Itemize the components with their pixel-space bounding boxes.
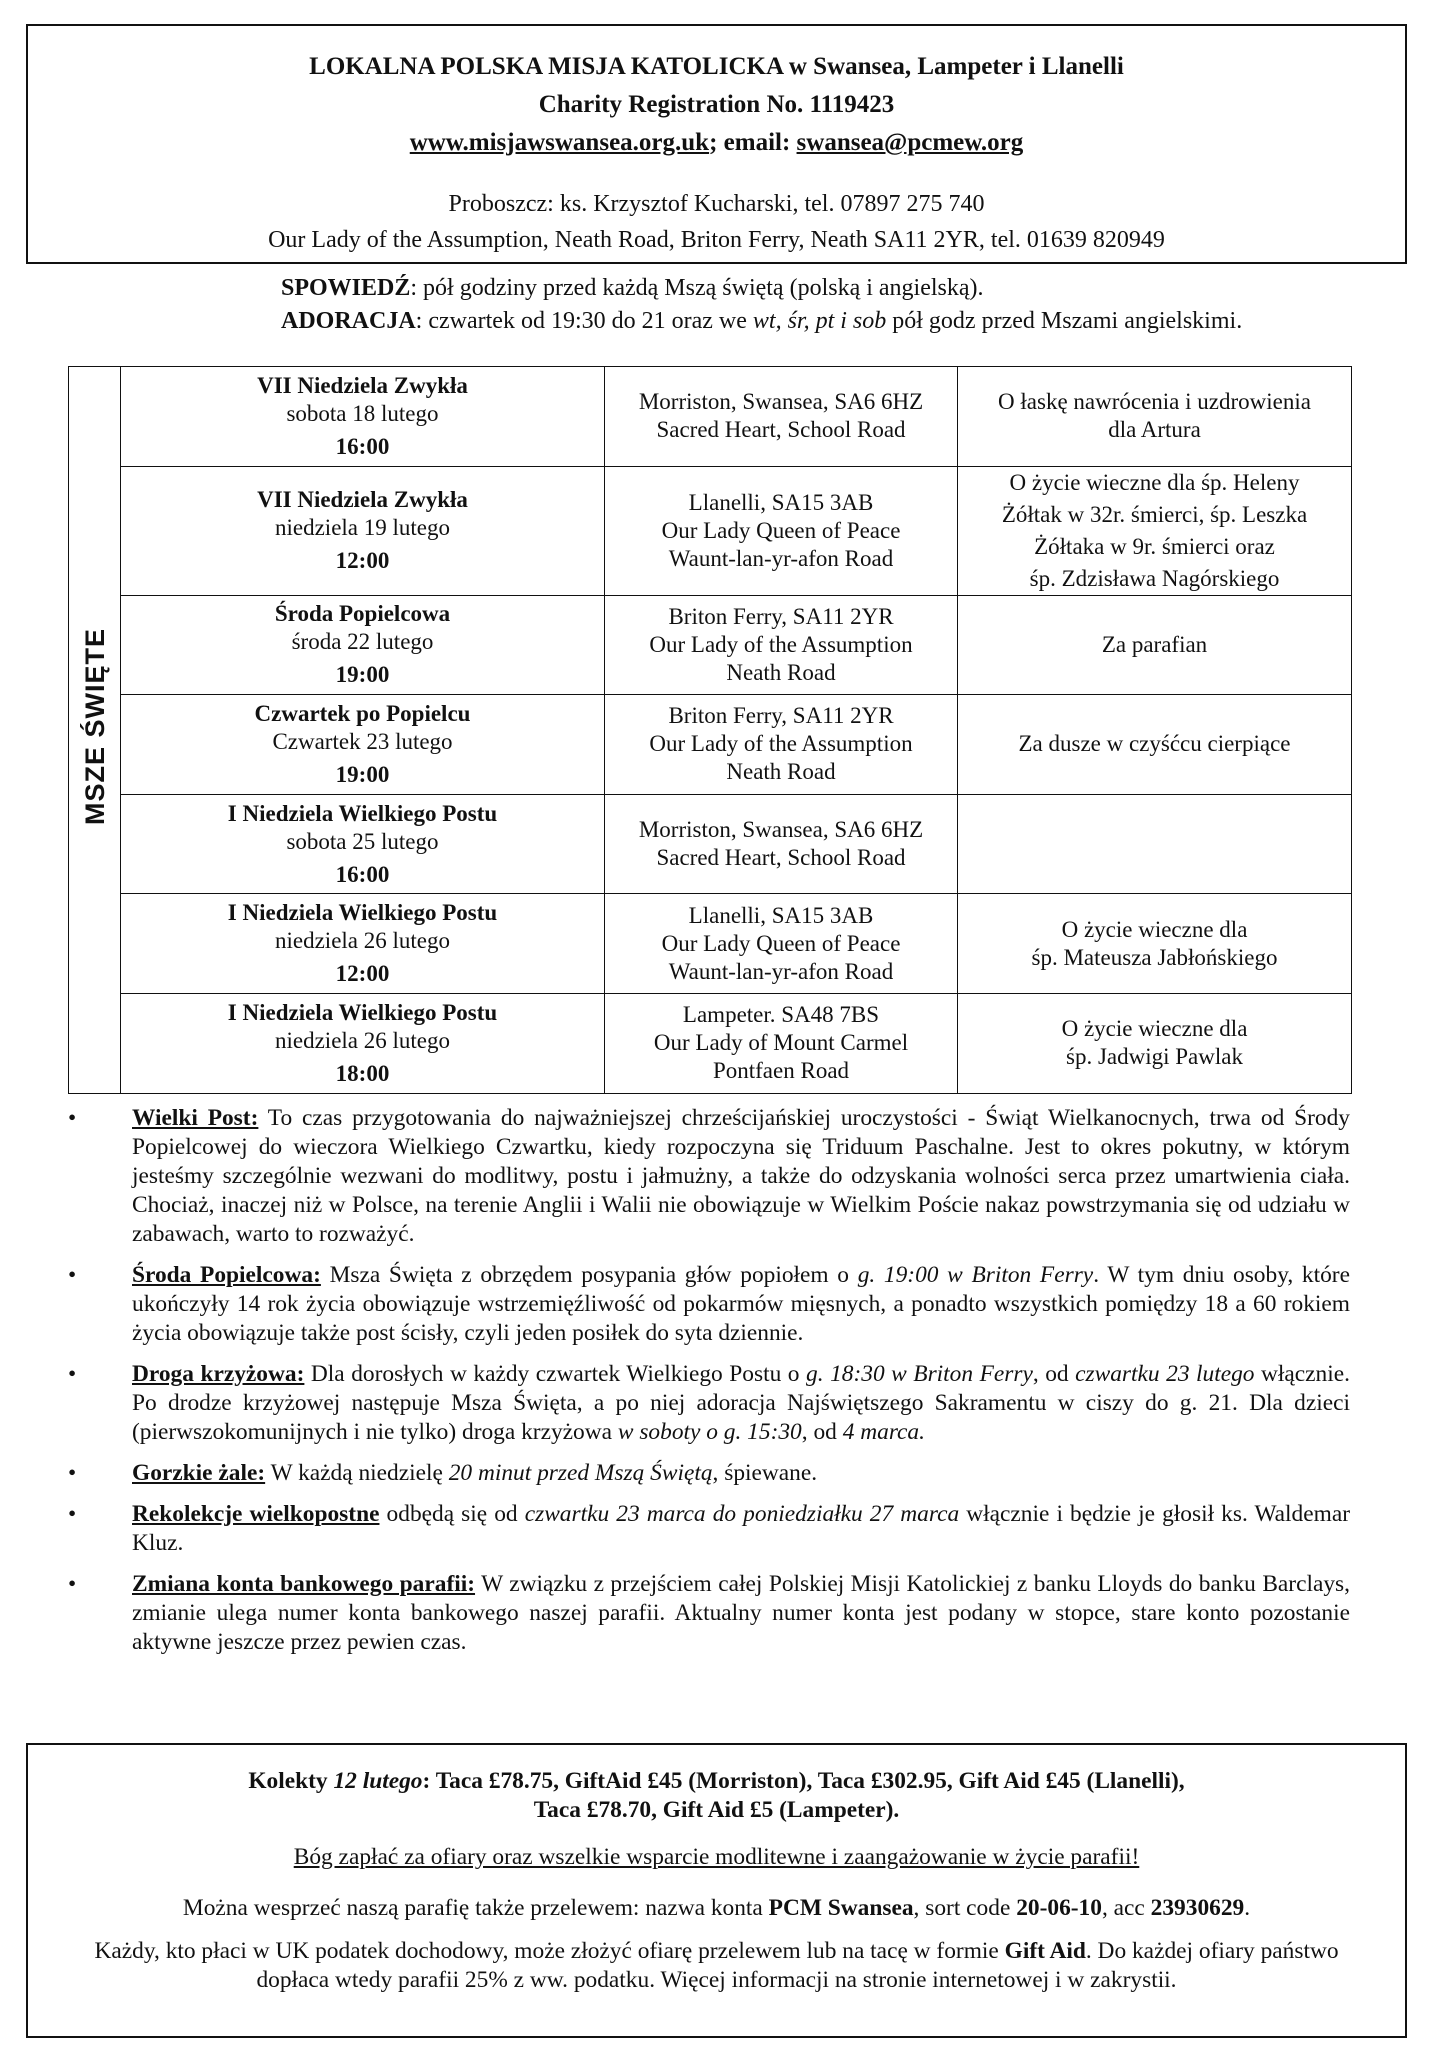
bullet-marker: • — [68, 1105, 77, 1131]
announcement-retreat — [64, 1500, 1350, 1558]
mass-row — [69, 993, 1352, 1093]
announcement-title: Droga krzyżowa: — [132, 1361, 305, 1387]
mass-name: I Niedziela Wielkiego Postu — [227, 900, 498, 926]
bullet-marker: • — [68, 1361, 77, 1387]
intention-line: Żółtaka w 9r. śmierci oraz — [1034, 533, 1275, 559]
location-line: Our Lady Queen of Peace — [661, 517, 901, 543]
side-label-cell — [69, 367, 121, 1094]
mass-location-cell — [605, 993, 958, 1093]
location-line: Sacred Heart, School Road — [656, 417, 906, 443]
announcement-emphasis: g. 19:00 w Briton Ferry — [857, 1262, 1094, 1288]
bank-transfer-info — [28, 1894, 1405, 1923]
announcement-text: To czas przygotowania do najważniejszej chrześcijańskiej uroczystości - Świąt Wielkanocnych, trwa od Środy Popielcowej do wieczora Wielkiego Czwartku, kiedy rozpoczyna się Triduum Paschalne. Jest to okres pokutny, w którym jesteśmy szczególnie wezwani do modlitwy, postu i jałmużny, a także do odzyskania wolności serca przez umartwienia ciała. Chociaż, inaczej niż w Polsce, na terenie Anglii i Walii nie obowiązuje w Wielkim Poście nakaz powstrzymania się od udziału w zabawach, warto to rozważyć. — [132, 1105, 1350, 1247]
mass-row — [69, 894, 1352, 994]
bullet-marker: • — [68, 1501, 77, 1527]
mass-row — [69, 367, 1352, 467]
bank-text: , sort code — [913, 1895, 1017, 1921]
mass-location-cell — [605, 794, 958, 894]
announcement-text: W każdą niedzielę — [265, 1460, 449, 1486]
announcement-title: Gorzkie żale: — [132, 1460, 266, 1486]
mass-name: I Niedziela Wielkiego Postu — [227, 800, 498, 826]
email-label: ; email: — [709, 129, 797, 156]
adoration-line — [281, 305, 1242, 338]
location-line: Our Lady of Mount Carmel — [653, 1030, 909, 1056]
contact-links — [28, 124, 1405, 162]
location-line: Waunt-lan-yr-afon Road — [668, 545, 894, 571]
email-link[interactable]: swansea@pcmew.org — [796, 129, 1024, 156]
mass-name: VII Niedziela Zwykła — [257, 372, 468, 398]
location-line: Morriston, Swansea, SA6 6HZ — [638, 817, 924, 843]
collections-line-1: : Taca £78.75, GiftAid £45 (Morriston), Taca £302.95, Gift Aid £45 (Llanelli), — [422, 1768, 1185, 1794]
mass-location-cell — [605, 894, 958, 994]
mass-name: Środa Popielcowa — [274, 601, 451, 627]
mass-date: Czwartek 23 lutego — [272, 728, 453, 754]
mass-schedule-table — [68, 366, 1352, 1094]
location-line: Our Lady of the Assumption — [649, 631, 913, 657]
mass-occasion-cell — [121, 993, 605, 1093]
mass-time: 16:00 — [335, 861, 390, 887]
mass-time: 16:00 — [335, 433, 390, 459]
gift-aid-label: Gift Aid — [1004, 1938, 1086, 1964]
adoration-text-a: : czwartek od 19:30 do 21 oraz we — [415, 308, 753, 334]
account-name: PCM Swansea — [768, 1895, 914, 1921]
intention-line: O łaskę nawrócenia i uzdrowienia — [998, 389, 1311, 415]
location-line: Our Lady Queen of Peace — [661, 930, 901, 956]
mass-location-cell — [605, 695, 958, 795]
mass-row — [69, 595, 1352, 695]
mass-name: Czwartek po Popielcu — [254, 700, 471, 726]
mass-occasion-cell — [121, 466, 605, 595]
collections-line-2: Taca £78.70, Gift Aid £5 (Lampeter). — [533, 1797, 900, 1823]
account-number: 23930629 — [1150, 1895, 1245, 1921]
location-line: Neath Road — [726, 659, 836, 685]
location-line: Briton Ferry, SA11 2YR — [668, 603, 894, 629]
announcement-lent — [64, 1104, 1350, 1249]
mass-name: I Niedziela Wielkiego Postu — [227, 999, 498, 1025]
side-label: MSZE ŚWIĘTE — [79, 627, 110, 825]
bank-text: Można wesprzeć naszą parafię także przelewem: nazwa konta — [182, 1895, 769, 1921]
sort-code: 20-06-10 — [1016, 1895, 1102, 1921]
charity-registration: Charity Registration No. 1119423 — [538, 91, 895, 118]
collections-label: Kolekty — [248, 1768, 334, 1794]
intention-line: Za dusze w czyśćcu cierpiące — [1018, 731, 1291, 757]
mass-date: sobota 18 lutego — [286, 400, 439, 426]
gift-aid-text: Każdy, kto płaci w UK podatek dochodowy, może złożyć ofiarę przelewem lub na tacę w formie — [94, 1938, 1005, 1964]
location-line: Lampeter. SA48 7BS — [682, 1002, 880, 1028]
intention-line: dla Artura — [1108, 417, 1201, 443]
mass-location-cell — [605, 367, 958, 467]
confession-text: : pół godziny przed każdą Mszą świętą (polską i angielską). — [410, 275, 984, 301]
announcement-emphasis: g. 18:30 w Briton Ferry — [806, 1361, 1033, 1387]
mass-row — [69, 466, 1352, 595]
bullet-marker: • — [68, 1571, 77, 1597]
mass-time: 19:00 — [335, 662, 390, 688]
intention-line: śp. Jadwigi Pawlak — [1066, 1044, 1243, 1070]
confession-line — [281, 272, 1242, 305]
adoration-label: ADORACJA — [281, 308, 416, 334]
mass-occasion-cell — [121, 367, 605, 467]
mass-name: VII Niedziela Zwykła — [257, 487, 468, 513]
location-line: Llanelli, SA15 3AB — [688, 489, 874, 515]
adoration-text-b: pół godz przed Mszami angielskimi. — [886, 308, 1243, 334]
website-link[interactable]: www.misjawswansea.org.uk — [409, 129, 710, 156]
announcement-text: Msza Święta z obrzędem posypania głów popiołem o — [320, 1262, 858, 1288]
announcement-ash-wednesday — [64, 1261, 1350, 1348]
location-line: Llanelli, SA15 3AB — [688, 902, 874, 928]
location-line: Briton Ferry, SA11 2YR — [668, 703, 894, 729]
mass-location-cell — [605, 595, 958, 695]
intention-line: śp. Zdzisława Nagórskiego — [1029, 565, 1280, 591]
mass-intention-cell — [958, 894, 1352, 994]
mass-time: 19:00 — [335, 761, 390, 787]
mass-intention-cell — [958, 367, 1352, 467]
gift-aid-text: . Do każdej ofiary państwo dopłaca wtedy parafii 25% z ww. podatku. Więcej informacji na stronie internetowej i w zakrystii. — [256, 1938, 1339, 1993]
confession-adoration-info — [281, 272, 1242, 338]
bank-text: , acc — [1101, 1895, 1151, 1921]
announcement-text: , śpiewane. — [712, 1460, 818, 1486]
intention-line: O życie wieczne dla — [1061, 1016, 1248, 1042]
location-line: Waunt-lan-yr-afon Road — [668, 958, 894, 984]
announcement-emphasis: czwartku 23 marca do poniedziałku 27 marca — [524, 1501, 960, 1527]
header-box — [26, 24, 1407, 264]
mass-schedule-body — [69, 367, 1352, 1094]
intention-line: Żółtak w 32r. śmierci, śp. Leszka — [1001, 501, 1308, 527]
mass-date: sobota 25 lutego — [286, 828, 439, 854]
announcements-list — [64, 1104, 1350, 1669]
mass-occasion-cell — [121, 595, 605, 695]
location-line: Neath Road — [726, 759, 836, 785]
mass-time: 12:00 — [335, 548, 390, 574]
announcement-gorzkie-zale — [64, 1459, 1350, 1488]
mass-time: 18:00 — [335, 1060, 390, 1086]
confession-label: SPOWIEDŹ — [281, 275, 411, 301]
announcement-text: Dla dorosłych w każdy czwartek Wielkiego Postu o — [304, 1361, 807, 1387]
footer-box — [26, 1743, 1407, 2038]
bullet-marker: • — [68, 1460, 77, 1486]
mass-date: niedziela 19 lutego — [275, 515, 450, 541]
mass-location-cell — [605, 466, 958, 595]
intention-line: Za parafian — [1101, 631, 1208, 657]
mass-occasion-cell — [121, 695, 605, 795]
mass-intention-cell — [958, 794, 1352, 894]
announcement-title: Środa Popielcowa: — [132, 1262, 321, 1288]
intention-line: śp. Mateusza Jabłońskiego — [1031, 944, 1278, 970]
mass-occasion-cell — [121, 794, 605, 894]
bank-text: . — [1244, 1895, 1251, 1921]
mass-row — [69, 695, 1352, 795]
announcement-emphasis: 20 minut przed Mszą Świętą — [448, 1460, 713, 1486]
location-line: Pontfaen Road — [712, 1058, 850, 1084]
announcement-title: Wielki Post: — [132, 1105, 259, 1131]
announcement-text: , od — [801, 1419, 843, 1445]
mass-time: 12:00 — [335, 961, 390, 987]
location-line: Morriston, Swansea, SA6 6HZ — [638, 389, 924, 415]
announcement-text: włącznie i będzie je głosił ks. Waldemar Kluz. — [132, 1501, 1350, 1556]
location-line: Sacred Heart, School Road — [656, 845, 906, 871]
announcement-text: odbędą się od — [379, 1501, 525, 1527]
mission-title: LOKALNA POLSKA MISJA KATOLICKA w Swansea, Lampeter i Llanelli — [309, 53, 1124, 80]
priest-info: Proboszcz: ks. Krzysztof Kucharski, tel. 07897 275 740 — [448, 191, 985, 217]
gift-aid-info — [28, 1937, 1405, 1995]
mass-intention-cell — [958, 993, 1352, 1093]
announcement-text: włącznie. Po drodze krzyżowej następuje Msza Święta, a po niej adoracja Najświętszego Sakramentu w ciszy do g. 21. Dla dzieci (pierwszokomunijnych i nie tylko) droga krzyżowa — [132, 1361, 1350, 1445]
announcement-text: . W tym dniu osoby, które ukończyły 14 rok życia obowiązuje wstrzemięźliwość od pokarmów mięsnych, a ponadto wszystkich pomiędzy 18 a 60 rokiem życia obowiązuje także post ścisły, czyli jeden posiłek do syta dziennie. — [132, 1262, 1350, 1346]
mass-intention-cell — [958, 595, 1352, 695]
mass-intention-cell — [958, 466, 1352, 595]
mass-intention-cell — [958, 695, 1352, 795]
announcement-emphasis: 4 marca. — [842, 1419, 925, 1445]
collections-summary — [28, 1767, 1405, 1825]
adoration-days: wt, śr, pt i sob — [752, 308, 887, 334]
collections-date: 12 lutego — [333, 1768, 423, 1794]
church-address: Our Lady of the Assumption, Neath Road, Briton Ferry, Neath SA11 2YR, tel. 01639 820949 — [268, 227, 1165, 253]
announcement-title: Zmiana konta bankowego parafii: — [132, 1571, 476, 1597]
bullet-marker: • — [68, 1262, 77, 1288]
mass-row — [69, 794, 1352, 894]
location-line: Our Lady of the Assumption — [649, 731, 913, 757]
mass-date: niedziela 26 lutego — [275, 1027, 450, 1053]
announcement-title: Rekolekcje wielkopostne — [132, 1501, 380, 1527]
mass-date: środa 22 lutego — [291, 629, 434, 655]
announcement-text: W związku z przejściem całej Polskiej Misji Katolickiej z banku Lloyds do banku Barclays, zmianie ulega numer konta bankowego naszej parafii. Aktualny numer konta jest podany w stopce, stare konto pozostanie aktywne jeszcze przez pewien czas. — [132, 1571, 1351, 1655]
mass-occasion-cell — [121, 894, 605, 994]
announcement-emphasis: czwartku 23 lutego — [1075, 1361, 1255, 1387]
intention-line: O życie wieczne dla śp. Heleny — [1009, 469, 1300, 495]
intention-line: O życie wieczne dla — [1061, 916, 1248, 942]
announcement-text: , od — [1032, 1361, 1076, 1387]
announcement-stations-of-cross — [64, 1360, 1350, 1447]
announcement-emphasis: w soboty o g. 15:30 — [617, 1419, 802, 1445]
mass-date: niedziela 26 lutego — [275, 928, 450, 954]
announcement-bank-change — [64, 1570, 1350, 1657]
thanks-note: Bóg zapłać za ofiary oraz wszelkie wsparcie modlitewne i zaangażowanie w życie parafii! — [293, 1844, 1140, 1870]
